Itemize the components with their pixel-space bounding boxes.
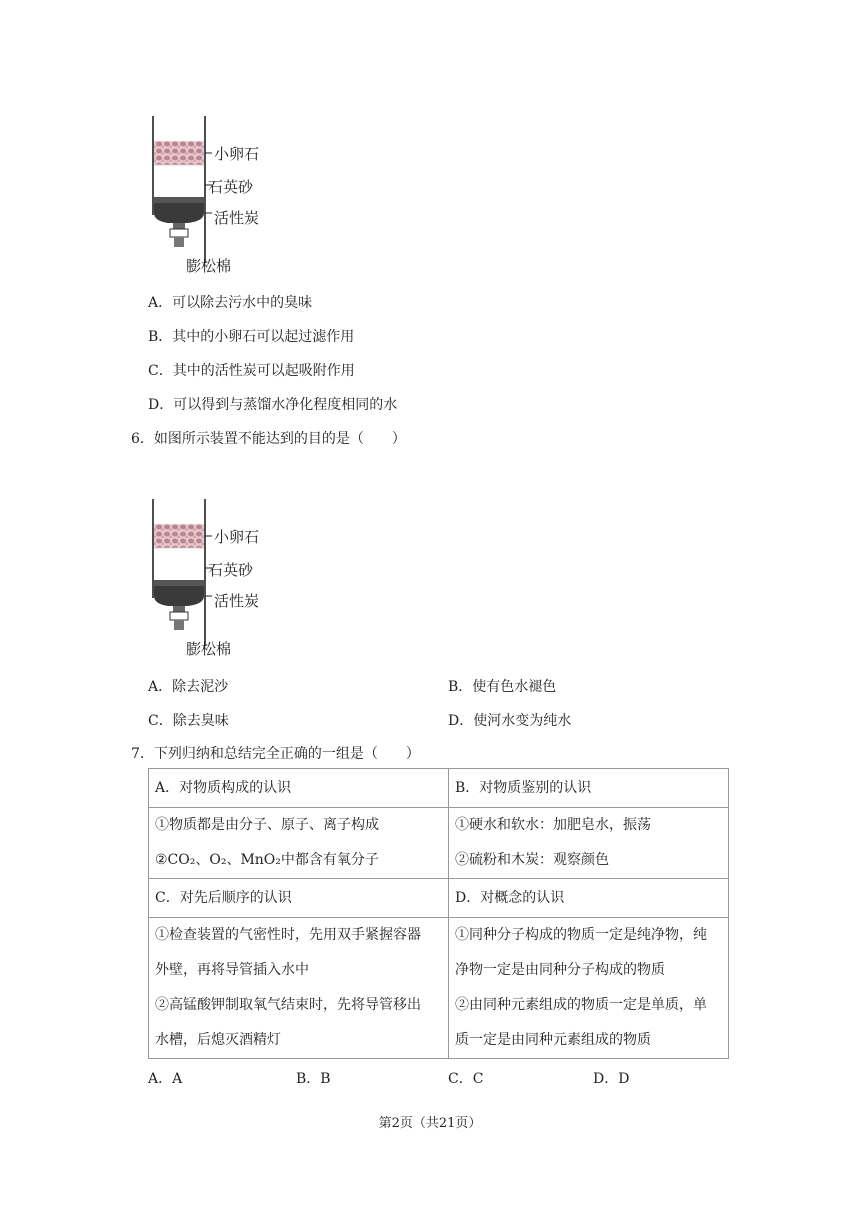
cell-c-line-2b: 水槽，后熄灭酒精灯: [155, 1032, 281, 1048]
q7-option-c: C．C: [448, 1071, 484, 1087]
cell-a-line-2: ②CO₂、O₂、MnO₂中都含有氧分子: [155, 852, 379, 868]
cell-d-line-2b: 质一定是由同种元素组成的物质: [455, 1032, 651, 1048]
label-cotton: 膨松棉: [186, 640, 232, 658]
cell-d-line-1a: ①同种分子构成的物质一定是纯净物，纯: [455, 927, 707, 943]
water-filter-figure-1: [148, 113, 278, 273]
cell-a-line-1: ①物质都是由分子、原子、离子构成: [155, 817, 379, 833]
q5-option-c: C．其中的活性炭可以起吸附作用: [148, 363, 355, 379]
q6-option-b: B．使有色水褪色: [448, 679, 557, 695]
water-filter-figure-2: [148, 496, 278, 656]
q7-option-d: D．D: [593, 1071, 630, 1087]
q5-option-b: B．其中的小卵石可以起过滤作用: [148, 329, 355, 345]
cell-c-line-2a: ②高锰酸钾制取氧气结束时，先将导管移出: [155, 997, 421, 1013]
label-quartz-sand: 石英砂: [208, 178, 254, 196]
q5-option-d: D．可以得到与蒸馏水净化程度相同的水: [148, 397, 398, 413]
page-footer: 第2页（共21页）: [378, 1116, 482, 1131]
q6-option-a: A．除去泥沙: [148, 679, 229, 695]
cell-b-line-1: ①硬水和软水：加肥皂水，振荡: [455, 817, 651, 833]
q7-option-a: A．A: [148, 1071, 183, 1087]
cell-c-header: C．对先后顺序的认识: [149, 879, 449, 918]
q7-stem: 7．下列归纳和总结完全正确的一组是（ ）: [131, 746, 420, 762]
cell-b-body: [449, 808, 729, 879]
cell-a-header: A．对物质构成的认识: [149, 769, 449, 808]
cell-c-line-1b: 外壁，再将导管插入水中: [155, 962, 309, 978]
label-pebble: 小卵石: [214, 528, 260, 546]
q6-stem: 6．如图所示装置不能达到的目的是（ ）: [131, 431, 406, 447]
q6-option-d: D．使河水变为纯水: [448, 713, 572, 729]
label-quartz-sand: 石英砂: [208, 561, 254, 579]
cell-d-line-2a: ②由同种元素组成的物质一定是单质，单: [455, 997, 707, 1013]
cell-d-body: [449, 918, 729, 1059]
cell-c-line-1a: ①检查装置的气密性时，先用双手紧握容器: [155, 927, 421, 943]
label-activated-carbon: 活性炭: [214, 592, 260, 610]
cell-d-line-1b: 净物一定是由同种分子构成的物质: [455, 962, 665, 978]
label-cotton: 膨松棉: [186, 257, 232, 275]
cell-c-body: [149, 918, 449, 1059]
cell-d-header: D．对概念的认识: [449, 879, 729, 918]
label-pebble: 小卵石: [214, 145, 260, 163]
q7-option-b: B．B: [296, 1071, 331, 1087]
q7-table: [148, 768, 729, 1059]
label-activated-carbon: 活性炭: [214, 209, 260, 227]
cell-b-header: B．对物质鉴别的认识: [449, 769, 729, 808]
cell-a-body: [149, 808, 449, 879]
cell-b-line-2: ②硫粉和木炭：观察颜色: [455, 852, 609, 868]
q5-option-a: A．可以除去污水中的臭味: [148, 295, 313, 311]
q6-option-c: C．除去臭味: [148, 713, 229, 729]
